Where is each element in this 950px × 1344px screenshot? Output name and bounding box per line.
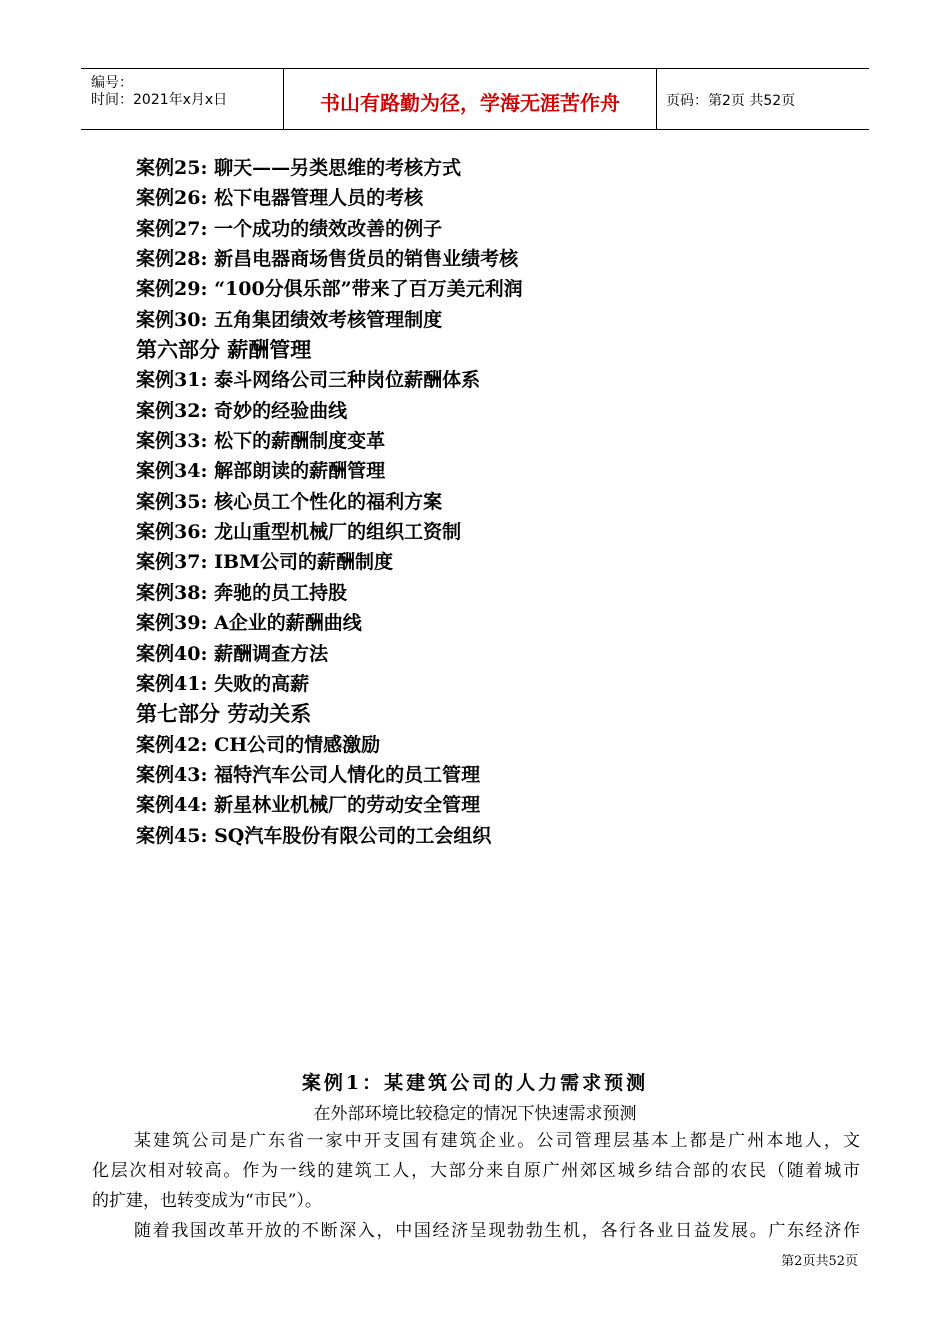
- paragraph-line: 化层次相对较高。作为一线的建筑工人，大部分来自原广州郊区城乡结合部的农民（随着城市: [92, 1161, 860, 1181]
- toc-item: 案例38: 奔驰的员工持股: [136, 581, 348, 604]
- document-number-label: 编号：: [91, 75, 133, 91]
- toc-item: 案例42: CH公司的情感激励: [136, 733, 381, 756]
- toc-item: 案例34: 解部朗读的薪酬管理: [136, 460, 386, 483]
- header-page-cell: [656, 69, 869, 129]
- header-motto: 书山有路勤为径，学海无涯苦作舟: [320, 91, 620, 115]
- toc-item: 案例31: 泰斗网络公司三种岗位薪酬体系: [136, 369, 481, 392]
- toc-item: 案例29: “100分俱乐部”带来了百万美元利润: [136, 278, 523, 301]
- toc-item: 案例41: 失败的高薪: [136, 672, 310, 695]
- toc-item: 案例45: SQ汽车股份有限公司的工会组织: [136, 824, 492, 847]
- paragraph-line: 随着我国改革开放的不断深入，中国经济呈现勃勃生机，各行各业日益发展。广东经济作: [134, 1221, 860, 1241]
- toc-item: 案例33: 松下的薪酬制度变革: [136, 430, 386, 453]
- toc-section-heading: 第七部分 劳动关系: [136, 702, 312, 727]
- toc-item: 案例40: 薪酬调查方法: [136, 642, 329, 665]
- document-date-label: 时间：2021年x月x日: [91, 92, 228, 108]
- toc-item: 案例26: 松下电器管理人员的考核: [136, 187, 424, 210]
- header-meta-cell: [81, 69, 283, 129]
- toc-item: 案例37: IBM公司的薪酬制度: [136, 551, 394, 574]
- toc-item: 案例30: 五角集团绩效考核管理制度: [136, 308, 443, 331]
- toc-item: 案例43: 福特汽车公司人情化的员工管理: [136, 763, 481, 786]
- paragraph-line: 的扩建，也转变成为“市民”）。: [92, 1191, 322, 1211]
- table-of-contents: [136, 153, 523, 851]
- toc-item: 案例28: 新昌电器商场售货员的销售业绩考核: [136, 248, 519, 271]
- footer-page-number: 第2页共52页: [781, 1254, 858, 1269]
- toc-section-heading: 第六部分 薪酬管理: [136, 338, 312, 363]
- toc-item: 案例25: 聊天——另类思维的考核方式: [136, 157, 462, 179]
- case-subtitle: 在外部环境比较稳定的情况下快速需求预测: [313, 1104, 637, 1124]
- header-motto-cell: [283, 69, 657, 129]
- toc-item: 案例36: 龙山重型机械厂的组织工资制: [136, 521, 462, 544]
- case-body: [92, 1126, 860, 1246]
- page-header: [81, 68, 869, 130]
- toc-item: 案例27: 一个成功的绩效改善的例子: [136, 217, 443, 240]
- case-title: 案例1：某建筑公司的人力需求预测: [301, 1072, 649, 1094]
- toc-item: 案例35: 核心员工个性化的福利方案: [136, 490, 443, 513]
- paragraph-line: 某建筑公司是广东省一家中开支国有建筑企业。公司管理层基本上都是广州本地人，文: [134, 1131, 860, 1151]
- toc-item: 案例39: A企业的薪酬曲线: [136, 612, 362, 635]
- header-page-number: 页码：第2页 共52页: [666, 93, 796, 109]
- toc-item: 案例44: 新星林业机械厂的劳动安全管理: [136, 794, 481, 817]
- toc-item: 案例32: 奇妙的经验曲线: [136, 399, 348, 422]
